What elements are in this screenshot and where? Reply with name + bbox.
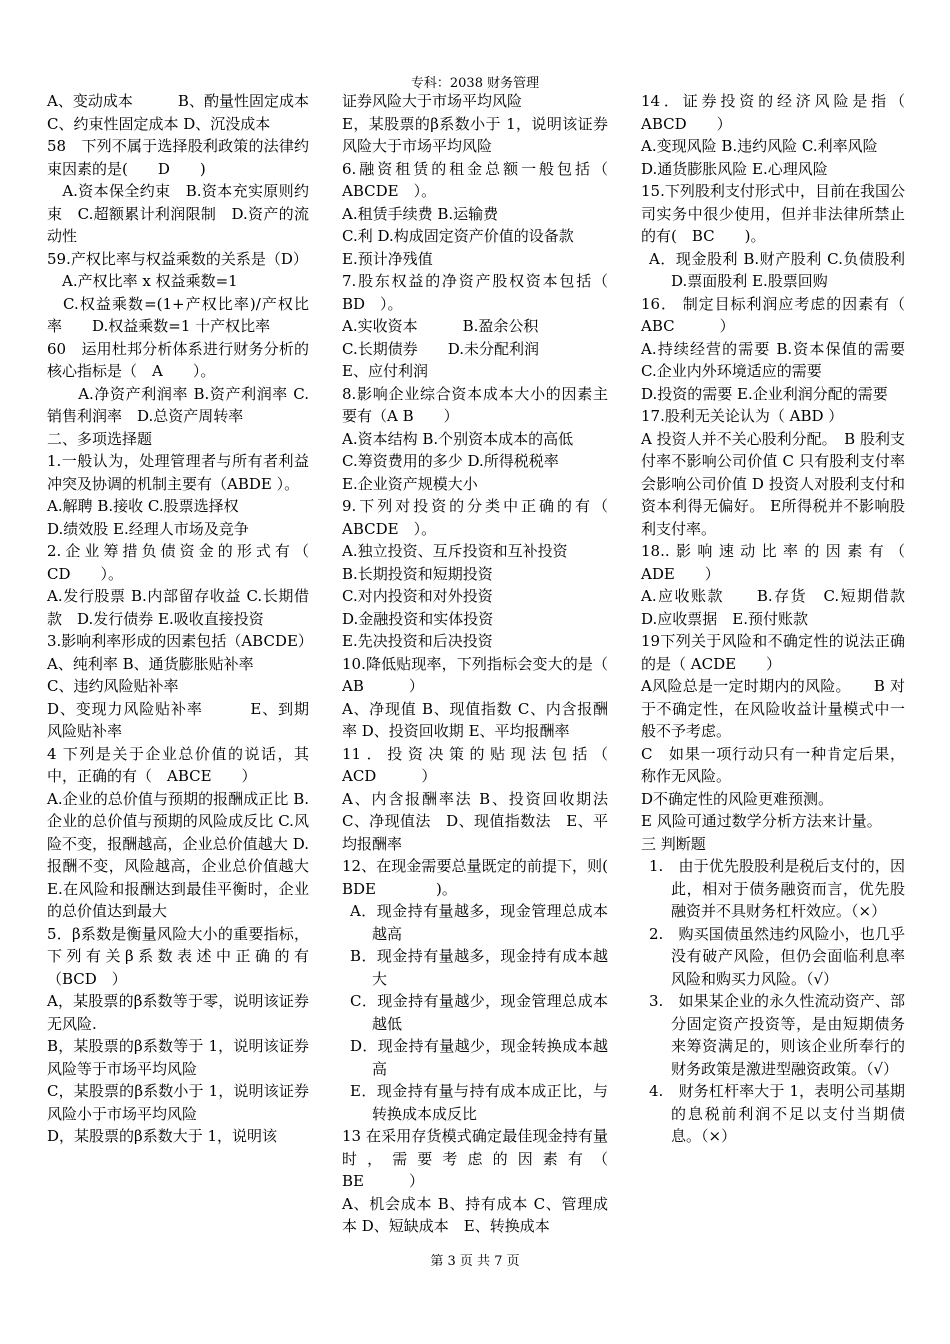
paragraph: E.先决投资和后决投资 xyxy=(342,632,493,650)
paragraph: 14．证券投资的经济风险是指（ ABCD ） xyxy=(641,92,921,133)
paragraph: E、应付利润 xyxy=(342,362,428,380)
paragraph: C.对内投资和对外投资 xyxy=(342,587,493,605)
judgement-item: 1. 由于优先股股利是税后支付的，因此，相对于债务融资而言，优先股融资并不具财务杠杆效应。（×） xyxy=(649,857,905,920)
paragraph: D.绩效股 E.经理人市场及竞争 xyxy=(47,519,249,538)
judgement-item: 4. 财务杠杆率大于 1，表明公司基期的息税前利润不足以支付当期债息。（×） xyxy=(649,1082,905,1145)
section-heading: 三 判断题 xyxy=(641,834,706,853)
paragraph: C.长期债券 D.未分配利润 xyxy=(342,339,539,358)
paragraph: 18..影响速动比率的因素有（ ADE ） xyxy=(641,542,921,583)
paragraph: 19下列关于风险和不确定性的说法正确的是（ ACDE ） xyxy=(641,632,905,673)
paragraph: A、变动成本 B、酌量性固定成本 C、约束性固定成本 D、沉没成本 xyxy=(47,92,309,133)
option-item: D．现金持有量越少，现金转换成本越高 xyxy=(350,1037,608,1078)
paragraph: A、内含报酬率法 B、投资回收期法 C、净现值法 D、现值指数法 E、平均报酬率 xyxy=(342,789,608,853)
paragraph: 3.影响利率形成的因素包括（ABCDE） xyxy=(47,632,313,650)
paragraph: C，某股票的β系数小于 1，说明该证券风险小于市场平均风险 xyxy=(47,1082,309,1123)
column-left xyxy=(47,90,325,1148)
column-right xyxy=(641,90,921,1148)
paragraph: 5．β系数是衡量风险大小的重要指标，下列有关β系数表述中正确的有（BCD ） xyxy=(47,924,309,988)
paragraph: A.解聘 B.接收 C.股票选择权 xyxy=(47,497,239,515)
paragraph: A、净现值 B、现值指数 C、内含报酬率 D、投资回收期 E、平均报酬率 xyxy=(342,699,608,740)
paragraph: A.企业的总价值与预期的报酬成正比 B.企业的总价值与预期的风险成反比 C.风险不变，报酬越高，企业总价值越大 D.报酬不变，风险越高，企业总价值越大 E.在风险和报酬达到最佳平衡时，企业的总价值达到最大 xyxy=(47,789,309,920)
paragraph: D不确定性的风险更难预测。 xyxy=(641,789,834,808)
paragraph: C.筹资费用的多少 D.所得税税率 xyxy=(342,452,559,470)
paragraph: 11．投资决策的贴现法包括（ ACD ） xyxy=(342,744,639,785)
paragraph: B.长期投资和短期投资 xyxy=(342,564,493,583)
paragraph: C、违约风险贴补率 xyxy=(47,677,179,695)
paragraph: A风险总是一定时期内的风险。 B 对于不确定性，在风险收益计量模式中一般不予考虑。 xyxy=(641,677,905,740)
paragraph: D、变现力风险贴补率 E、到期风险贴补率 xyxy=(47,699,309,740)
paragraph: 10.降低贴现率，下列指标会变大的是（ AB ） xyxy=(342,654,624,695)
judgement-item: 2. 购买国债虽然违约风险小，也几乎没有破产风险，但仍会面临利息率风险和购买力风险。（√） xyxy=(649,924,905,988)
paragraph: A.租赁手续费 B.运输费 xyxy=(342,204,499,223)
paragraph: A.净资产利润率 B.资产利润率 C.销售利润率 D.总资产周转率 xyxy=(47,384,309,425)
paragraph: D.投资的需要 E.企业利润分配的需要 xyxy=(641,384,888,403)
paragraph: A.独立投资、互斥投资和互补投资 xyxy=(342,542,568,560)
section-heading: 二、多项选择题 xyxy=(47,429,153,448)
paragraph: A.应收账款 B.存货 C.短期借款 D.应收票据 E.预付账款 xyxy=(641,587,921,628)
paragraph: A.资本保全约束 B.资本充实原则约束 C.超额累计利润限制 D.资产的流动性 xyxy=(47,182,309,245)
column-middle xyxy=(342,90,639,1238)
paragraph: D.金融投资和实体投资 xyxy=(342,609,494,628)
paragraph: 6.融资租赁的租金总额一般包括（ ABCDE ）。 xyxy=(342,159,624,200)
page-header: 专科：2038 财务管理 xyxy=(410,76,540,91)
paragraph: 58 下列不属于选择股利政策的法律约束因素的是( D ) xyxy=(47,137,309,178)
paragraph: 8.影响企业综合资本成本大小的因素主要有（A B ） xyxy=(342,384,608,425)
paragraph: C.利 D.构成固定资产价值的设备款 xyxy=(342,227,574,245)
paragraph: 7.股东权益的净资产股权资本包括（ BD ）。 xyxy=(342,272,624,313)
paragraph: 4 下列是关于企业总价值的说话，其中，正确的有（ ABCE ） xyxy=(47,744,309,785)
paragraph: E，某股票的β系数小于 1，说明该证券风险大于市场平均风险 xyxy=(342,114,608,155)
paragraph: A.资本结构 B.个别资本成本的高低 xyxy=(342,429,574,448)
paragraph: 13 在采用存货模式确定最佳现金持有量时，需要考虑的因素有（ BE ） xyxy=(342,1127,639,1190)
option-item: B．现金持有量越多，现金持有成本越大 xyxy=(350,947,608,988)
paragraph: 16． 制定目标利润应考虑的因素有（ ABC ） xyxy=(641,294,921,335)
paragraph: A.产权比率 x 权益乘数=1 xyxy=(47,272,238,290)
page-footer: 第 3 页 共 7 页 xyxy=(430,1254,520,1269)
paragraph: C 如果一项行动只有一种肯定后果，称作无风险。 xyxy=(641,744,905,785)
option-item: E．现金持有量与持有成本成正比，与转换成本成反比 xyxy=(350,1082,608,1123)
paragraph: A.变现风险 B.违约风险 C.利率风险 xyxy=(641,137,878,155)
paragraph: A.发行股票 B.内部留存收益 C.长期借款 D.发行债券 E.吸收直接投资 xyxy=(47,587,309,628)
paragraph: 9.下列对投资的分类中正确的有（ ABCDE ）。 xyxy=(342,497,624,538)
paragraph: D.通货膨胀风险 E.心理风险 xyxy=(641,159,828,178)
paragraph: A、机会成本 B、持有成本 C、管理成本 D、短缺成本 E、转换成本 xyxy=(342,1194,608,1235)
paragraph: A.实收资本 B.盈余公积 xyxy=(342,317,539,335)
paragraph: A，某股票的β系数等于零，说明该证券无风险. xyxy=(47,992,309,1033)
paragraph: 证券风险大于市场平均风险 xyxy=(342,92,523,110)
paragraph: 59.产权比率与权益乘数的关系是（D） xyxy=(47,249,308,268)
paragraph: E.企业资产规模大小 xyxy=(342,474,478,493)
option-item: A．现金股利 B.财产股利 C.负债股利 D.票面股利 E.股票回购 xyxy=(649,249,905,290)
paragraph: A、纯利率 B、通货膨胀贴补率 xyxy=(47,654,254,673)
paragraph: A.持续经营的需要 B.资本保值的需要 C.企业内外环境适应的需要 xyxy=(641,339,905,380)
paragraph: B，某股票的β系数等于 1，说明该证券风险等于市场平均风险 xyxy=(47,1037,309,1078)
option-item: A．现金持有量越多，现金管理总成本越高 xyxy=(350,902,608,943)
paragraph: 12、在现金需要总量既定的前提下，则( BDE )。 xyxy=(342,857,639,898)
paragraph: E 风险可通过数学分析方法来计量。 xyxy=(641,812,882,830)
option-item: C．现金持有量越少，现金管理总成本越低 xyxy=(350,992,608,1033)
paragraph: 15.下列股利支付形式中，目前在我国公司实务中很少使用，但并非法律所禁止的有( BC )。 xyxy=(641,182,905,245)
paragraph: D，某股票的β系数大于 1，说明该 xyxy=(47,1127,278,1145)
paragraph: A 投资人并不关心股利分配。 B 股利支付率不影响公司价值 C 只有股利支付率会影响公司价值 D 投资人对股利支付和资本利得无偏好。 E所得税并不影响股利支付率。 xyxy=(641,429,905,538)
paragraph: 60 运用杜邦分析体系进行财务分析的核心指标是（ A ）。 xyxy=(47,339,309,380)
paragraph: 1.一般认为，处理管理者与所有者利益冲突及协调的机制主要有（ABDE ）。 xyxy=(47,452,309,493)
judgement-item: 3. 如果某企业的永久性流动资产、部分固定资产投资等，是由短期债务来筹资满足的，则该企业所奉行的财务政策是激进型融资政策。（√） xyxy=(649,992,905,1078)
paragraph: 17.股利无关论认为（ ABD ） xyxy=(641,407,844,425)
paragraph: 2.企业筹措负债资金的形式有（ CD ）。 xyxy=(47,542,325,583)
paragraph: C.权益乘数=(1+产权比率)/产权比率 D.权益乘数=1 十产权比率 xyxy=(47,294,309,335)
paragraph: E.预计净残值 xyxy=(342,249,433,268)
